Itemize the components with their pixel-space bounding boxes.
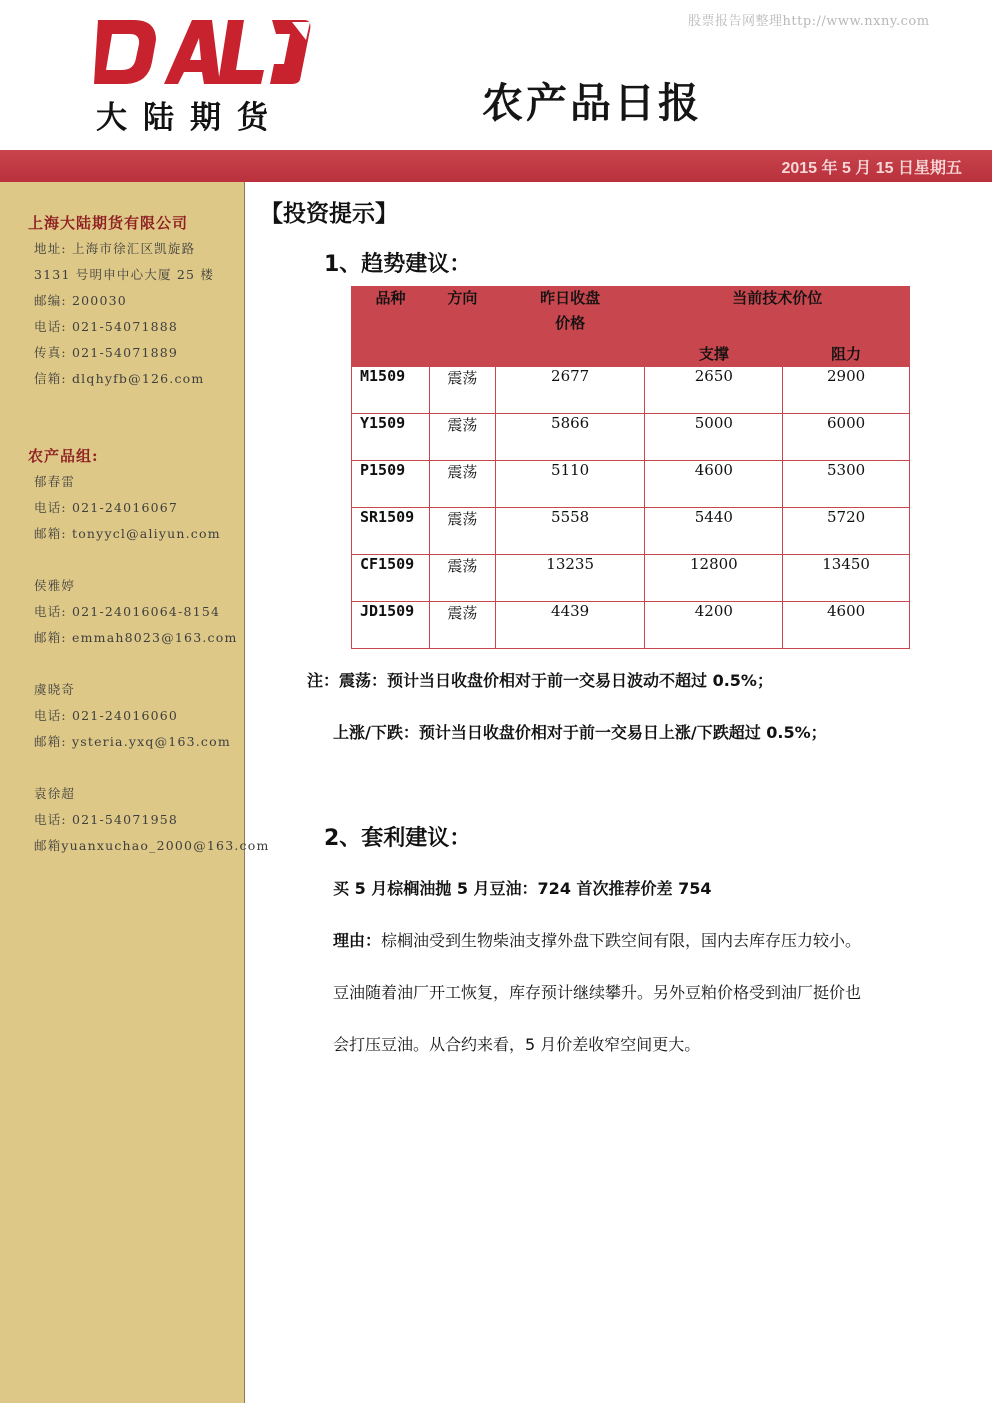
header-variety: 品种 bbox=[352, 287, 430, 340]
member-phone: 电话: 021-54071958 bbox=[34, 812, 179, 827]
member-phone: 电话: 021-24016060 bbox=[34, 708, 179, 723]
section-tag: 【投资提示】 bbox=[260, 201, 398, 227]
cell-code: Y1509 bbox=[352, 414, 430, 461]
reason-text-1: 棕榈油受到生物柴油支撑外盘下跌空间有限，国内去库存压力较小。 bbox=[381, 931, 862, 950]
reason-line-3: 会打压豆油。从合约来看，5 月价差收窄空间更大。 bbox=[333, 1035, 701, 1054]
table-row bbox=[352, 602, 910, 649]
trend-table bbox=[351, 286, 910, 649]
cell-code: CF1509 bbox=[352, 555, 430, 602]
header-close bbox=[495, 287, 645, 340]
cell-support: 4600 bbox=[645, 461, 783, 508]
cell-direction: 震荡 bbox=[429, 602, 495, 649]
date-banner bbox=[0, 150, 992, 182]
cell-resistance: 5300 bbox=[783, 461, 910, 508]
member-email: 邮箱yuanxuchao_2000@163.com bbox=[34, 838, 270, 853]
address-line-2: 3131 号明申中心大厦 25 楼 bbox=[34, 267, 215, 282]
cell-resistance: 6000 bbox=[783, 414, 910, 461]
reason-line-1 bbox=[333, 928, 861, 951]
table-row bbox=[352, 414, 910, 461]
cell-support: 2650 bbox=[645, 367, 783, 414]
member-name: 袁徐超 bbox=[34, 786, 76, 801]
cell-code: JD1509 bbox=[352, 602, 430, 649]
member-phone: 电话: 021-24016064-8154 bbox=[34, 604, 221, 619]
header-close-line1: 昨日收盘 bbox=[540, 289, 601, 307]
table-row bbox=[352, 367, 910, 414]
cell-close: 5866 bbox=[495, 414, 645, 461]
watermark-text: 股票报告网整理http://www.nxny.com bbox=[688, 14, 930, 29]
member-name: 侯雅婷 bbox=[34, 578, 76, 593]
member-email: 邮箱: tonyycl@aliyun.com bbox=[34, 526, 221, 541]
arbitrage-heading: 2、套利建议： bbox=[324, 826, 472, 851]
member-name: 郁春雷 bbox=[34, 474, 76, 489]
logo-subtitle: 大陆期货 bbox=[96, 100, 284, 136]
header-direction: 方向 bbox=[429, 287, 495, 340]
header-resistance: 阻力 bbox=[783, 340, 910, 367]
header-blank bbox=[429, 340, 495, 367]
company-phone: 电话: 021-54071888 bbox=[34, 319, 179, 334]
cell-resistance: 5720 bbox=[783, 508, 910, 555]
cell-resistance: 4600 bbox=[783, 602, 910, 649]
cell-close: 5558 bbox=[495, 508, 645, 555]
cell-close: 13235 bbox=[495, 555, 645, 602]
trend-heading: 1、趋势建议： bbox=[324, 252, 472, 277]
contact-sidebar bbox=[0, 182, 270, 1403]
header-blank bbox=[495, 340, 645, 367]
cell-direction: 震荡 bbox=[429, 367, 495, 414]
group-title: 农产品组: bbox=[28, 447, 99, 465]
cell-resistance: 2900 bbox=[783, 367, 910, 414]
cell-direction: 震荡 bbox=[429, 461, 495, 508]
address-line-1: 地址: 上海市徐汇区凯旋路 bbox=[34, 241, 196, 256]
cell-close: 4439 bbox=[495, 602, 645, 649]
cell-support: 12800 bbox=[645, 555, 783, 602]
cell-close: 5110 bbox=[495, 461, 645, 508]
arbitrage-trade: 买 5 月棕榈油抛 5 月豆油：724 首次推荐价差 754 bbox=[333, 879, 712, 898]
note-range: 注：震荡：预计当日收盘价相对于前一交易日波动不超过 0.5%； bbox=[307, 671, 773, 690]
member-email: 邮箱: ysteria.yxq@163.com bbox=[34, 734, 231, 749]
table-row bbox=[352, 508, 910, 555]
cell-code: SR1509 bbox=[352, 508, 430, 555]
company-email: 信箱: dlqhyfb@126.com bbox=[34, 371, 205, 386]
table-row bbox=[352, 461, 910, 508]
table-row bbox=[352, 555, 910, 602]
cell-code: P1509 bbox=[352, 461, 430, 508]
company-name: 上海大陆期货有限公司 bbox=[28, 214, 189, 232]
cell-support: 4200 bbox=[645, 602, 783, 649]
cell-support: 5440 bbox=[645, 508, 783, 555]
postcode: 邮编: 200030 bbox=[34, 293, 127, 308]
report-date: 2015 年 5 月 15 日星期五 bbox=[781, 160, 962, 177]
member-phone: 电话: 021-24016067 bbox=[34, 500, 179, 515]
header-close-line2: 价格 bbox=[555, 314, 586, 332]
header-tech: 当前技术价位 bbox=[645, 287, 910, 340]
cell-direction: 震荡 bbox=[429, 414, 495, 461]
reason-label: 理由： bbox=[333, 931, 382, 950]
cell-support: 5000 bbox=[645, 414, 783, 461]
cell-resistance: 13450 bbox=[783, 555, 910, 602]
cell-direction: 震荡 bbox=[429, 508, 495, 555]
member-name: 虞晓奇 bbox=[34, 682, 76, 697]
reason-line-2: 豆油随着油厂开工恢复，库存预计继续攀升。另外豆粕价格受到油厂挺价也 bbox=[333, 983, 862, 1002]
company-fax: 传真: 021-54071889 bbox=[34, 345, 179, 360]
report-title: 农产品日报 bbox=[482, 79, 702, 127]
header-support: 支撑 bbox=[645, 340, 783, 367]
header-blank bbox=[352, 340, 430, 367]
cell-direction: 震荡 bbox=[429, 555, 495, 602]
cell-close: 2677 bbox=[495, 367, 645, 414]
member-email: 邮箱: emmah8023@163.com bbox=[34, 630, 238, 645]
cell-code: M1509 bbox=[352, 367, 430, 414]
note-up-down: 上涨/下跌：预计当日收盘价相对于前一交易日上涨/下跌超过 0.5%； bbox=[333, 723, 827, 742]
